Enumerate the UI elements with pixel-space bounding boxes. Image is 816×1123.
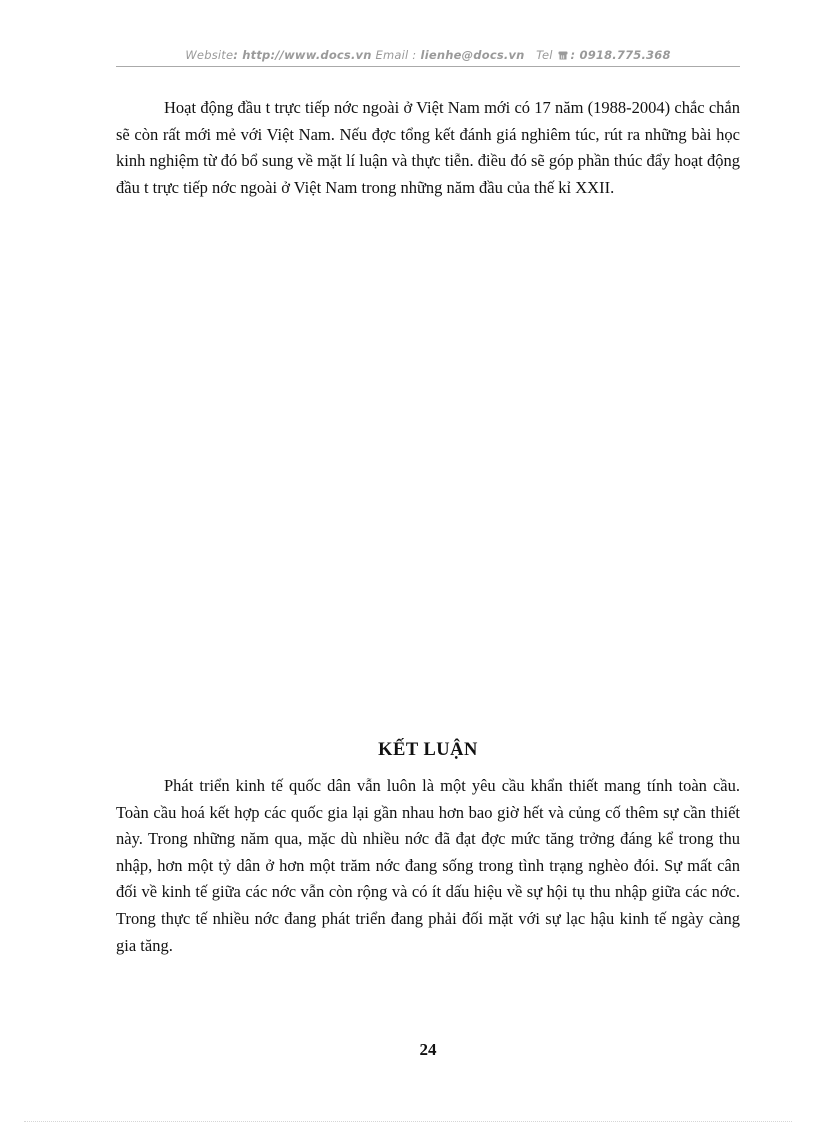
footer-divider	[24, 1121, 792, 1122]
section-heading-conclusion: KẾT LUẬN	[378, 740, 478, 760]
phone-icon	[558, 49, 568, 58]
header-email-label: Email :	[371, 48, 417, 62]
page-number: 24	[419, 1040, 437, 1059]
header-email-link[interactable]: lienhe@docs.vn	[416, 48, 525, 62]
header-divider	[116, 66, 740, 67]
page-header	[116, 48, 740, 66]
body-paragraph-2: Phát triển kinh tế quốc dân vẫn luôn là một yêu cầu khẩn thiết mang tính toàn cầu. Toàn cầu hoá kết hợp các quốc gia lại gần nhau hơn bao giờ hết và củng cố thêm sự cần thiết này. Trong những năm qua, mặc dù nhiều nớc đã đạt đợc mức tăng trởng đáng kể trong thu nhập, hơn một tỷ dân ở hơn một trăm nớc đang sống trong tình trạng nghèo đói. Sự mất cân đối về kinh tế giữa các nớc vẫn còn rộng và có ít dấu hiệu về sự hội tụ thu nhập giữa các nớc. Trong thực tế nhiều nớc đang phát triển đang phải đối mặt với sự lạc hậu kinh tế ngày càng gia tăng.	[116, 776, 740, 955]
header-tel-number: : 0918.775.368	[570, 48, 671, 62]
header-tel-label: Tel	[536, 48, 553, 62]
header-website-link[interactable]: : http://www.docs.vn	[233, 48, 372, 62]
body-paragraph-1: Hoạt động đầu t trực tiếp nớc ngoài ở Việt Nam mới có 17 năm (1988-2004) chắc chắn sẽ còn rất mới mẻ với Việt Nam. Nếu đợc tổng kết đánh giá nghiêm túc, rút ra những bài học kinh nghiệm từ đó bổ sung về mặt lí luận và thực tiễn. điều đó sẽ góp phần thúc đẩy hoạt động đầu t trực tiếp nớc ngoài ở Việt Nam trong những năm đầu của thế kỉ XXII.	[116, 98, 740, 197]
header-website-label: Website	[185, 48, 234, 62]
